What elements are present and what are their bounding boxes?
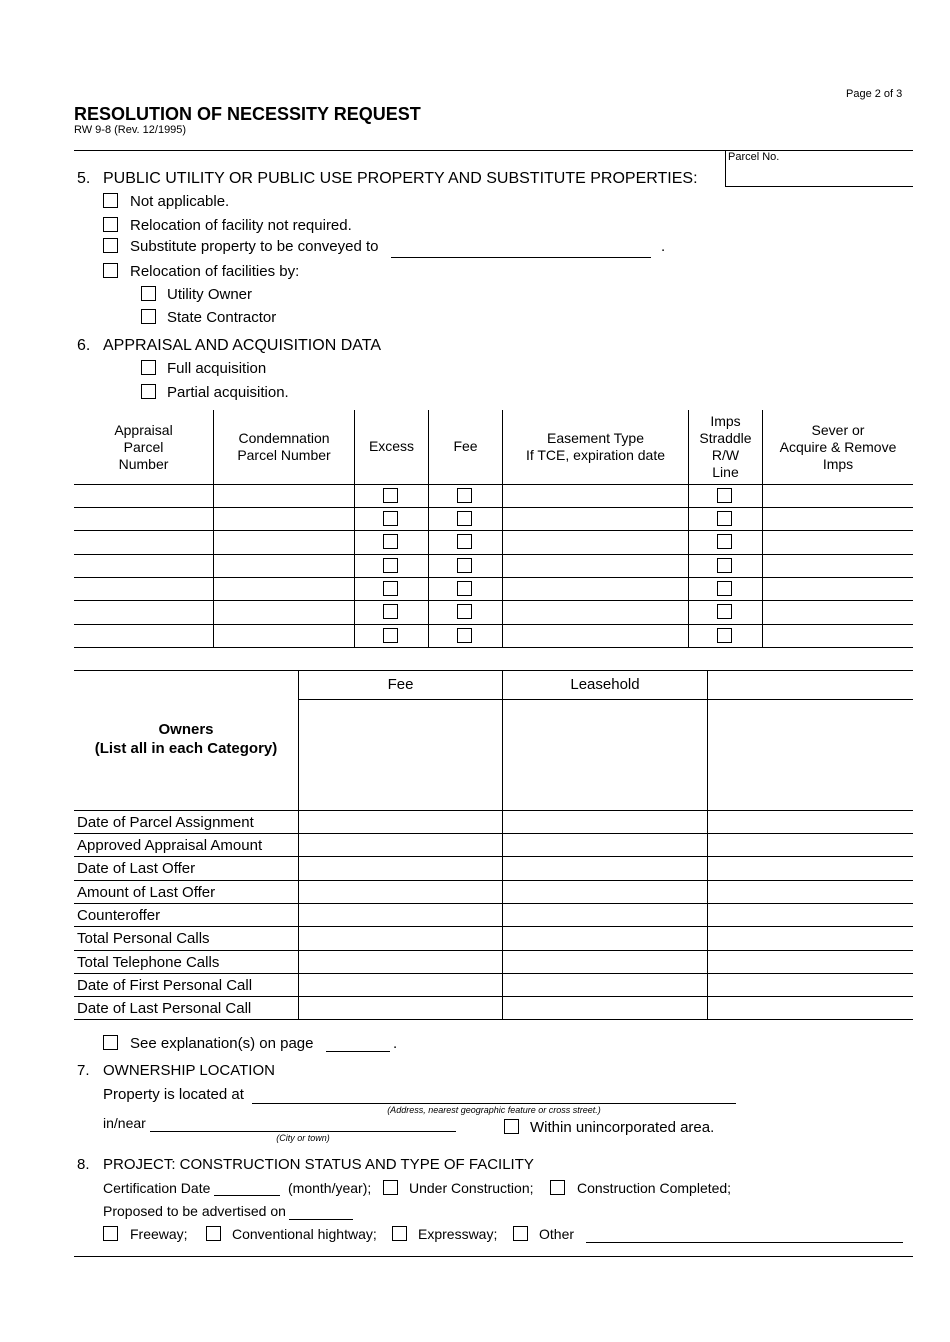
owners-col-fee: Fee: [387, 676, 414, 693]
relocation-not-required-label: Relocation of facility not required.: [130, 217, 352, 234]
construction-completed-checkbox[interactable]: [550, 1180, 565, 1195]
freeway-checkbox[interactable]: [103, 1226, 118, 1241]
full-acquisition-checkbox[interactable]: [141, 360, 156, 375]
substitute-property-field[interactable]: [391, 257, 651, 258]
located-at-label: Property is located at: [103, 1086, 244, 1103]
partial-acquisition-label: Partial acquisition.: [167, 384, 289, 401]
section-5-title: PUBLIC UTILITY OR PUBLIC USE PROPERTY AND SUBSTITUTE PROPERTIES:: [103, 170, 698, 187]
unincorporated-label: Within unincorporated area.: [530, 1119, 715, 1136]
city-field[interactable]: [150, 1131, 456, 1132]
row-approved-appraisal-amount: Approved Appraisal Amount: [77, 837, 263, 854]
fee-checkbox[interactable]: [457, 581, 472, 596]
parcel-box-left: [725, 150, 726, 187]
excess-checkbox[interactable]: [383, 534, 398, 549]
col-excess: Excess: [368, 438, 415, 454]
address-field[interactable]: [252, 1103, 736, 1104]
parcel-no-label: Parcel No.: [728, 151, 780, 163]
other-label: Other: [539, 1226, 575, 1242]
see-explanation-period: .: [393, 1035, 398, 1052]
relocation-by-label: Relocation of facilities by:: [130, 263, 300, 280]
excess-checkbox[interactable]: [383, 604, 398, 619]
cert-date-label: Certification Date: [103, 1180, 211, 1196]
owners-subheading: (List all in each Category): [94, 740, 278, 757]
header-rule: [74, 150, 913, 151]
row-date-last-offer: Date of Last Offer: [77, 860, 196, 877]
imps-straddle-checkbox[interactable]: [717, 534, 732, 549]
substitute-property-label: Substitute property to be conveyed to: [130, 238, 379, 255]
fee-checkbox[interactable]: [457, 558, 472, 573]
row-amount-last-offer: Amount of Last Offer: [77, 884, 216, 901]
excess-checkbox[interactable]: [383, 511, 398, 526]
excess-checkbox[interactable]: [383, 628, 398, 643]
not-applicable-checkbox[interactable]: [103, 193, 118, 208]
section-5-number: 5.: [77, 170, 91, 187]
partial-acquisition-checkbox[interactable]: [141, 384, 156, 399]
state-contractor-label: State Contractor: [167, 309, 277, 326]
advertised-date-field[interactable]: [289, 1219, 353, 1220]
fee-checkbox[interactable]: [457, 488, 472, 503]
page-title: RESOLUTION OF NECESSITY REQUEST: [74, 104, 421, 124]
substitute-property-checkbox[interactable]: [103, 238, 118, 253]
col-appraisal-parcel-number: Appraisal Parcel Number: [114, 422, 173, 472]
address-caption: (Address, nearest geographic feature or cross street.): [387, 1105, 601, 1115]
row-date-first-personal-call: Date of First Personal Call: [77, 977, 253, 994]
imps-straddle-checkbox[interactable]: [717, 604, 732, 619]
in-near-label: in/near: [103, 1115, 146, 1131]
conventional-highway-label: Conventional hightway;: [232, 1226, 377, 1242]
excess-checkbox[interactable]: [383, 581, 398, 596]
footer-rule: [74, 1256, 913, 1257]
conventional-highway-checkbox[interactable]: [206, 1226, 221, 1241]
imps-straddle-checkbox[interactable]: [717, 511, 732, 526]
construction-completed-label: Construction Completed;: [577, 1180, 732, 1196]
col-fee: Fee: [453, 438, 478, 454]
section-6-number: 6.: [77, 337, 91, 354]
other-field[interactable]: [586, 1242, 903, 1243]
owners-fee-field[interactable]: [299, 700, 502, 810]
owners-heading: Owners: [158, 721, 214, 738]
page-number: Page 2 of 3: [846, 88, 903, 100]
under-construction-checkbox[interactable]: [383, 1180, 398, 1195]
row-total-personal-calls: Total Personal Calls: [77, 930, 210, 947]
imps-straddle-checkbox[interactable]: [717, 558, 732, 573]
excess-checkbox[interactable]: [383, 558, 398, 573]
fee-checkbox[interactable]: [457, 628, 472, 643]
advertised-label: Proposed to be advertised on: [103, 1203, 286, 1219]
parcel-box-bottom: [725, 186, 913, 187]
relocation-by-checkbox[interactable]: [103, 263, 118, 278]
section-8-title: PROJECT: CONSTRUCTION STATUS AND TYPE OF FACILITY: [103, 1156, 534, 1173]
see-explanation-checkbox[interactable]: [103, 1035, 118, 1050]
expressway-label: Expressway;: [418, 1226, 498, 1242]
row-date-parcel-assignment: Date of Parcel Assignment: [77, 814, 254, 831]
fee-checkbox[interactable]: [457, 534, 472, 549]
row-total-telephone-calls: Total Telephone Calls: [77, 954, 220, 971]
parcel-no-field[interactable]: [735, 166, 905, 184]
row-counteroffer: Counteroffer: [77, 907, 161, 924]
see-explanation-label: See explanation(s) on page: [130, 1035, 314, 1052]
fee-checkbox[interactable]: [457, 511, 472, 526]
owners-col-leasehold: Leasehold: [570, 676, 640, 693]
relocation-not-required-checkbox[interactable]: [103, 217, 118, 232]
appraisal-table: [74, 410, 913, 648]
utility-owner-checkbox[interactable]: [141, 286, 156, 301]
section-6-title: APPRAISAL AND ACQUISITION DATA: [103, 337, 381, 354]
unincorporated-checkbox[interactable]: [504, 1119, 519, 1134]
month-year-label: (month/year);: [288, 1180, 372, 1196]
freeway-label: Freeway;: [130, 1226, 188, 1242]
col-imps-straddle: Imps Straddle R/W Line: [699, 413, 752, 480]
imps-straddle-checkbox[interactable]: [717, 628, 732, 643]
imps-straddle-checkbox[interactable]: [717, 488, 732, 503]
section-7-title: OWNERSHIP LOCATION: [103, 1062, 275, 1079]
other-checkbox[interactable]: [513, 1226, 528, 1241]
under-construction-label: Under Construction;: [409, 1180, 534, 1196]
col-easement-type: Easement Type If TCE, expiration date: [525, 430, 666, 463]
state-contractor-checkbox[interactable]: [141, 309, 156, 324]
form-number: RW 9-8 (Rev. 12/1995): [74, 124, 187, 136]
owners-leasehold-field[interactable]: [503, 700, 707, 810]
col-condemnation-parcel-number: Condemnation Parcel Number: [237, 430, 331, 463]
not-applicable-label: Not applicable.: [130, 193, 230, 210]
owners-table: [74, 670, 913, 1020]
utility-owner-label: Utility Owner: [167, 286, 253, 303]
substitute-period: .: [661, 238, 666, 255]
expressway-checkbox[interactable]: [392, 1226, 407, 1241]
cert-date-field[interactable]: [214, 1195, 280, 1196]
imps-straddle-checkbox[interactable]: [717, 581, 732, 596]
section-8-number: 8.: [77, 1156, 90, 1173]
city-caption: (City or town): [276, 1133, 330, 1143]
col-sever-acquire: Sever or Acquire & Remove Imps: [779, 422, 897, 472]
fee-checkbox[interactable]: [457, 604, 472, 619]
explanation-page-field[interactable]: [326, 1051, 390, 1052]
section-7-number: 7.: [77, 1062, 90, 1079]
row-date-last-personal-call: Date of Last Personal Call: [77, 1000, 252, 1017]
excess-checkbox[interactable]: [383, 488, 398, 503]
full-acquisition-label: Full acquisition: [167, 360, 267, 377]
